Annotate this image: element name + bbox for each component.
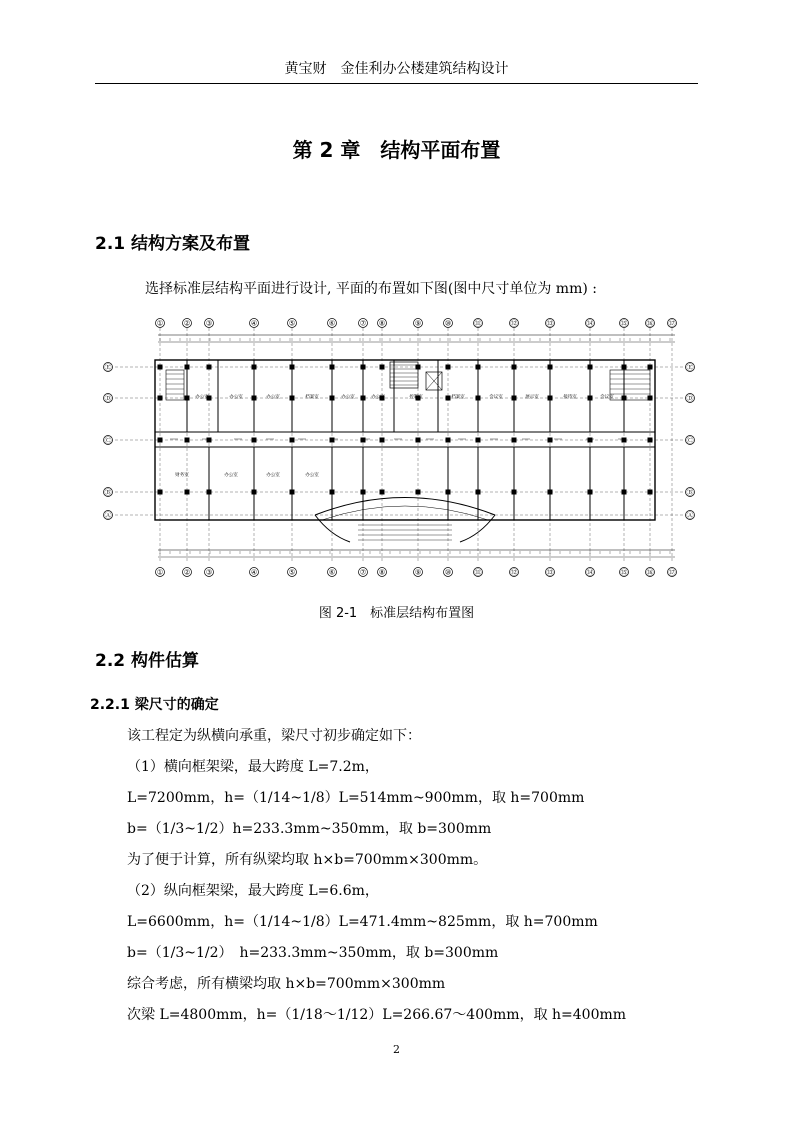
structural-column — [290, 396, 295, 401]
structural-column — [588, 365, 593, 370]
room-label: 档案室 — [451, 395, 465, 400]
toilet-block — [166, 370, 184, 400]
structural-column — [380, 490, 385, 495]
axis-label-bottom: ⑫ — [510, 568, 518, 577]
structural-column — [158, 438, 163, 443]
structural-column — [158, 396, 163, 401]
entrance-canopy — [322, 506, 488, 520]
section-heading-2-2: 2.2 构件估算 — [95, 651, 200, 671]
axis-label-bottom: ⑨ — [414, 568, 422, 577]
structural-column — [207, 490, 212, 495]
structural-column — [446, 490, 451, 495]
structural-column — [548, 365, 553, 370]
structural-column — [185, 490, 190, 495]
structural-column — [446, 438, 451, 443]
axis-label-bottom: ④ — [250, 568, 258, 577]
axis-label-top: ⑨ — [414, 319, 422, 328]
structural-column — [361, 490, 366, 495]
structural-column — [512, 396, 517, 401]
structural-column — [512, 438, 517, 443]
axis-label-top: ⑥ — [328, 319, 336, 328]
axis-label-top: ⑯ — [646, 319, 654, 328]
axis-label-right: Ⓐ — [686, 511, 694, 520]
body-line: L=6600mm，h=（1/14~1/8）L=471.4mm~825mm，取 h=700mm — [127, 914, 598, 930]
structural-column — [158, 490, 163, 495]
axis-label-right: Ⓔ — [686, 363, 694, 372]
structural-column — [588, 438, 593, 443]
structural-column — [622, 438, 627, 443]
structural-column — [476, 490, 481, 495]
section-heading-2-1: 2.1 结构方案及布置 — [95, 234, 251, 254]
axis-label-bottom: ⑬ — [546, 568, 554, 577]
axis-label-right: Ⓑ — [686, 488, 694, 497]
toilet-block — [610, 370, 650, 400]
structural-column — [330, 365, 335, 370]
axis-label-bottom: ⑥ — [328, 568, 336, 577]
structural-column — [648, 365, 653, 370]
structural-column — [416, 490, 421, 495]
structural-column — [207, 438, 212, 443]
structural-column — [207, 365, 212, 370]
structural-column — [185, 396, 190, 401]
axis-label-bottom: ⑭ — [586, 568, 594, 577]
axis-label-top: ⑪ — [474, 319, 482, 328]
structural-column — [290, 365, 295, 370]
room-label: 档案室 — [305, 395, 319, 400]
room-label: 接待室 — [563, 395, 577, 400]
structural-column — [476, 365, 481, 370]
structural-column — [588, 490, 593, 495]
body-line: L=7200mm，h=（1/14~1/8）L=514mm~900mm，取 h=700mm — [127, 790, 585, 806]
body-line: （2）纵向框架梁，最大跨度 L=6.6m， — [127, 883, 379, 899]
room-label: 办公室 — [341, 395, 355, 400]
axis-label-top: ⑦ — [359, 319, 367, 328]
axis-label-bottom: ⑤ — [288, 568, 296, 577]
room-label: 办公室 — [195, 395, 209, 400]
structural-column — [361, 438, 366, 443]
axis-label-top: ④ — [250, 319, 258, 328]
section-intro: 选择标准层结构平面进行设计, 平面的布置如下图(图中尺寸单位为 mm) : — [145, 281, 597, 297]
floor-plan-figure — [100, 310, 700, 585]
structural-column — [290, 490, 295, 495]
axis-label-top: ③ — [205, 319, 213, 328]
subsection-heading-2-2-1: 2.2.1 梁尺寸的确定 — [90, 697, 219, 713]
body-line: 为了便于计算，所有纵梁均取 h×b=700mm×300mm。 — [127, 852, 488, 868]
structural-column — [361, 365, 366, 370]
axis-label-right: Ⓓ — [686, 394, 694, 403]
axis-label-top: ⑫ — [510, 319, 518, 328]
room-label: 控制室 — [409, 395, 423, 400]
axis-label-left: Ⓑ — [104, 488, 112, 497]
room-label: 会议室 — [489, 395, 503, 400]
structural-column — [446, 365, 451, 370]
axis-label-bottom: ⑧ — [378, 568, 386, 577]
axis-label-bottom: ⑮ — [620, 568, 628, 577]
axis-label-top: ⑭ — [586, 319, 594, 328]
structural-column — [648, 490, 653, 495]
body-line: （1）横向框架梁，最大跨度 L=7.2m， — [127, 759, 379, 775]
structural-column — [330, 438, 335, 443]
structural-column — [622, 490, 627, 495]
axis-label-left: Ⓐ — [104, 511, 112, 520]
axis-label-bottom: ⑰ — [668, 568, 676, 577]
structural-column — [476, 438, 481, 443]
structural-column — [252, 365, 257, 370]
structural-column — [185, 365, 190, 370]
structural-column — [548, 490, 553, 495]
structural-column — [622, 365, 627, 370]
structural-column — [380, 438, 385, 443]
body-line: 该工程定为纵横向承重，梁尺寸初步确定如下： — [127, 728, 421, 744]
axis-label-bottom: ⑩ — [444, 568, 452, 577]
structural-column — [548, 396, 553, 401]
structural-column — [416, 438, 421, 443]
structural-column — [252, 490, 257, 495]
axis-label-top: ⑩ — [444, 319, 452, 328]
room-label: 办公室 — [371, 395, 385, 400]
body-line: 次梁 L=4800mm，h=（1/18～1/12）L=266.67～400mm，取 h=400mm — [127, 1007, 627, 1023]
structural-column — [380, 365, 385, 370]
axis-label-top: ⑤ — [288, 319, 296, 328]
structural-column — [588, 396, 593, 401]
axis-label-right: Ⓒ — [686, 436, 694, 445]
room-label: 会议室 — [600, 395, 614, 400]
room-label: 财务室 — [175, 473, 189, 478]
structural-column — [361, 396, 366, 401]
room-label: 办公室 — [229, 395, 243, 400]
axis-label-bottom: ③ — [205, 568, 213, 577]
chapter-title: 第 2 章 结构平面布置 — [292, 138, 501, 162]
axis-label-top: ② — [183, 319, 191, 328]
room-label: 展示室 — [525, 395, 539, 400]
room-label: 办公室 — [266, 473, 280, 478]
axis-label-bottom: ⑯ — [646, 568, 654, 577]
page-header: 黄宝财 金佳利办公楼建筑结构设计 — [284, 61, 509, 77]
header-rule — [95, 83, 698, 84]
structural-column — [290, 438, 295, 443]
page-number: 2 — [393, 1043, 400, 1056]
structural-column — [476, 396, 481, 401]
figure-caption: 图 2-1 标准层结构布置图 — [318, 606, 475, 621]
axis-label-left: Ⓔ — [104, 363, 112, 372]
body-line: b=（1/3~1/2）h=233.3mm~350mm，取 b=300mm — [127, 821, 492, 837]
body-line: b=（1/3~1/2） h=233.3mm~350mm，取 b=300mm — [127, 945, 499, 961]
structural-column — [446, 396, 451, 401]
axis-label-top: ① — [156, 319, 164, 328]
structural-column — [548, 438, 553, 443]
structural-column — [330, 490, 335, 495]
axis-label-bottom: ② — [183, 568, 191, 577]
room-label: 办公室 — [266, 395, 280, 400]
axis-label-bottom: ① — [156, 568, 164, 577]
axis-label-left: Ⓒ — [104, 436, 112, 445]
room-label: 办公室 — [305, 473, 319, 478]
structural-column — [512, 490, 517, 495]
structural-column — [648, 438, 653, 443]
axis-label-bottom: ⑪ — [474, 568, 482, 577]
axis-label-left: Ⓓ — [104, 394, 112, 403]
structural-column — [330, 396, 335, 401]
axis-label-top: ⑬ — [546, 319, 554, 328]
axis-label-top: ⑮ — [620, 319, 628, 328]
axis-label-bottom: ⑦ — [359, 568, 367, 577]
structural-column — [512, 365, 517, 370]
room-label: 办公室 — [224, 473, 238, 478]
structural-column — [185, 438, 190, 443]
structural-column — [252, 438, 257, 443]
body-line: 综合考虑，所有横梁均取 h×b=700mm×300mm — [127, 976, 446, 992]
structural-column — [158, 365, 163, 370]
axis-label-top: ⑰ — [668, 319, 676, 328]
axis-label-top: ⑧ — [378, 319, 386, 328]
structural-column — [252, 396, 257, 401]
